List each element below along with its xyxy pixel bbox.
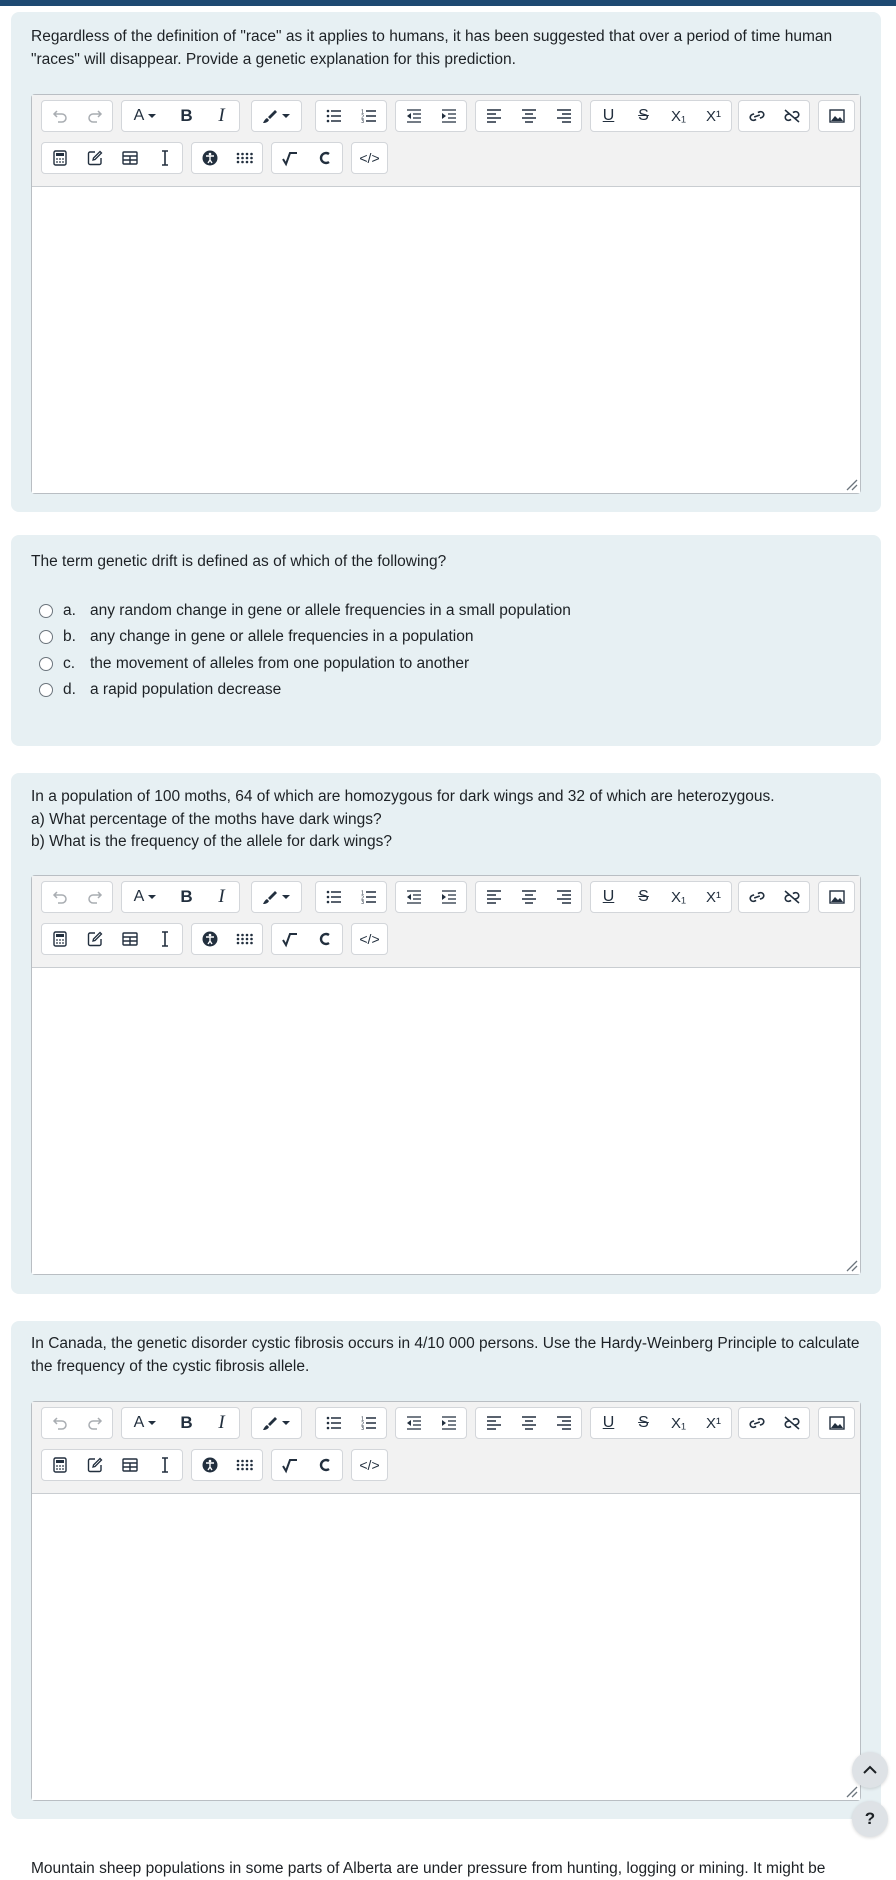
image-icon[interactable]	[819, 1408, 854, 1438]
table-icon[interactable]	[112, 143, 147, 173]
question-card-4	[11, 1321, 881, 1819]
question-text	[31, 551, 861, 574]
link-group	[738, 1407, 810, 1439]
math-group	[271, 142, 343, 174]
option-label: a rapid population decrease	[90, 681, 282, 698]
superscript-button[interactable]	[696, 101, 731, 131]
resize-handle-icon[interactable]	[844, 1258, 858, 1272]
indent-icon[interactable]	[431, 101, 466, 131]
answer-option-a[interactable]	[39, 599, 571, 623]
source-code-button[interactable]	[352, 143, 387, 173]
font-label: A	[133, 888, 145, 905]
editor-content-area[interactable]	[32, 187, 860, 493]
text-style-group	[590, 100, 732, 132]
subscript-label: X₁	[670, 1414, 687, 1432]
question-text-line: Regardless of the definition of "race" as it applies to humans, it has been suggested that over a period of time human	[31, 28, 833, 45]
italic-label: I	[218, 886, 225, 907]
tools-group	[41, 142, 183, 174]
underline-button[interactable]: U	[602, 107, 615, 124]
svg-text:3: 3	[360, 900, 364, 906]
align-right-icon[interactable]	[546, 882, 581, 912]
calculator-icon[interactable]	[42, 1450, 77, 1480]
history-group	[41, 1407, 113, 1439]
chevron-up-icon	[862, 1765, 878, 1775]
help-label: ?	[864, 1809, 876, 1828]
question-text	[31, 1333, 861, 1378]
superscript-label: X¹	[706, 888, 721, 906]
chemistry-icon[interactable]	[307, 143, 342, 173]
table-icon[interactable]	[112, 924, 147, 954]
text-color-button[interactable]	[252, 1408, 301, 1438]
question-card-1	[11, 12, 881, 512]
question-card-3	[11, 773, 881, 1294]
svg-text:1: 1	[360, 109, 364, 116]
calculator-icon[interactable]	[42, 924, 77, 954]
svg-text:1: 1	[360, 1416, 364, 1423]
superscript-label: X¹	[706, 1414, 721, 1432]
brush-icon	[262, 108, 278, 124]
numbered-list-icon[interactable]	[351, 882, 386, 912]
text-cursor-icon[interactable]	[147, 1450, 182, 1480]
align-left-icon[interactable]	[476, 1408, 511, 1438]
grid-icon[interactable]	[227, 1450, 262, 1480]
bold-label: B	[180, 106, 193, 125]
align-center-icon[interactable]	[511, 101, 546, 131]
help-button[interactable]	[852, 1801, 888, 1837]
question-text-partial: Mountain sheep populations in some parts of Alberta are under pressure from hunting, logging or mining. It might be	[31, 1860, 826, 1877]
bullet-list-icon[interactable]	[316, 882, 351, 912]
link-icon[interactable]	[739, 882, 774, 912]
svg-text:2: 2	[360, 114, 364, 121]
undo-icon[interactable]	[42, 882, 77, 912]
align-group	[475, 1407, 582, 1439]
outdent-icon[interactable]	[396, 101, 431, 131]
code-group	[351, 142, 388, 174]
grid-icon[interactable]	[227, 924, 262, 954]
color-group	[251, 1407, 302, 1439]
strikethrough-button[interactable]: S	[638, 888, 649, 905]
align-right-icon[interactable]	[546, 1408, 581, 1438]
accessibility-group	[191, 1449, 263, 1481]
text-style-group	[590, 881, 732, 913]
math-group	[271, 1449, 343, 1481]
image-icon[interactable]	[819, 882, 854, 912]
color-group	[251, 881, 302, 913]
option-label: any random change in gene or allele frequencies in a small population	[90, 602, 571, 619]
question-card-2	[11, 535, 881, 746]
history-group	[41, 100, 113, 132]
question-text-line: The term genetic drift is defined as of which of the following?	[31, 553, 447, 570]
subscript-button[interactable]	[661, 882, 696, 912]
answer-editor	[31, 94, 861, 494]
answer-editor	[31, 1401, 861, 1801]
link-group	[738, 881, 810, 913]
accessibility-group	[191, 142, 263, 174]
link-icon[interactable]	[739, 1408, 774, 1438]
option-letter: c.	[63, 655, 76, 672]
superscript-button[interactable]	[696, 1408, 731, 1438]
radio-button[interactable]	[39, 604, 53, 618]
question-text-line: In Canada, the genetic disorder cystic fibrosis occurs in 4/10 000 persons. Use the Hardy-Weinberg Principle to calculate	[31, 1335, 860, 1352]
editor-toolbar	[32, 1402, 860, 1494]
source-code-button[interactable]	[352, 1450, 387, 1480]
redo-icon[interactable]	[77, 882, 112, 912]
tools-group	[41, 923, 183, 955]
scroll-top-button[interactable]	[852, 1752, 888, 1788]
answer-option-d[interactable]	[39, 678, 281, 702]
superscript-button[interactable]	[696, 882, 731, 912]
brush-icon	[262, 1415, 278, 1431]
equation-icon[interactable]	[272, 924, 307, 954]
equation-icon[interactable]	[272, 143, 307, 173]
superscript-label: X¹	[706, 107, 721, 125]
svg-text:1: 1	[360, 890, 364, 897]
svg-text:2: 2	[360, 1421, 364, 1428]
align-left-icon[interactable]	[476, 882, 511, 912]
format-group	[121, 100, 240, 132]
calculator-icon[interactable]	[42, 143, 77, 173]
question-text-line: b) What is the frequency of the allele for dark wings?	[31, 833, 392, 850]
align-right-icon[interactable]	[546, 101, 581, 131]
option-letter: b.	[63, 628, 76, 645]
align-left-icon[interactable]	[476, 101, 511, 131]
indent-group	[395, 1407, 467, 1439]
radio-button[interactable]	[39, 683, 53, 697]
underline-button[interactable]: U	[602, 888, 615, 905]
indent-icon[interactable]	[431, 882, 466, 912]
indent-icon[interactable]	[431, 1408, 466, 1438]
question-text-line: In a population of 100 moths, 64 of which are homozygous for dark wings and 32 of which are heterozygous.	[31, 788, 775, 805]
resize-handle-icon[interactable]	[844, 477, 858, 491]
media-group	[818, 100, 855, 132]
numbered-list-icon[interactable]	[351, 1408, 386, 1438]
link-icon[interactable]	[739, 101, 774, 131]
editor-content-area[interactable]	[32, 968, 860, 1274]
answer-editor	[31, 875, 861, 1275]
edit-icon[interactable]	[77, 924, 112, 954]
undo-icon[interactable]	[42, 1408, 77, 1438]
italic-label: I	[218, 105, 225, 126]
align-center-icon[interactable]	[511, 882, 546, 912]
align-group	[475, 100, 582, 132]
redo-icon[interactable]	[77, 1408, 112, 1438]
accessibility-group	[191, 923, 263, 955]
answer-option-c[interactable]	[39, 652, 469, 676]
indent-group	[395, 881, 467, 913]
tools-group	[41, 1449, 183, 1481]
list-group	[315, 100, 387, 132]
accessibility-icon[interactable]	[192, 924, 227, 954]
grid-icon[interactable]	[227, 143, 262, 173]
option-label: any change in gene or allele frequencies in a population	[90, 628, 474, 645]
format-group	[121, 1407, 240, 1439]
font-size-button[interactable]	[122, 1408, 169, 1438]
strikethrough-button[interactable]: S	[638, 1414, 649, 1431]
unlink-icon[interactable]	[774, 101, 809, 131]
media-group	[818, 881, 855, 913]
top-bar	[0, 0, 896, 6]
italic-button[interactable]	[204, 882, 239, 912]
indent-group	[395, 100, 467, 132]
question-text-line: the frequency of the cystic fibrosis allele.	[31, 1357, 310, 1375]
radio-button[interactable]	[39, 657, 53, 671]
code-label: </>	[359, 150, 380, 166]
source-code-button[interactable]	[352, 924, 387, 954]
outdent-icon[interactable]	[396, 882, 431, 912]
chemistry-icon[interactable]	[307, 1450, 342, 1480]
radio-button[interactable]	[39, 630, 53, 644]
resize-handle-icon[interactable]	[844, 1784, 858, 1798]
bullet-list-icon[interactable]	[316, 1408, 351, 1438]
text-style-group	[590, 1407, 732, 1439]
format-group	[121, 881, 240, 913]
question-text-line: a) What percentage of the moths have dark wings?	[31, 810, 382, 828]
list-group	[315, 881, 387, 913]
align-group	[475, 881, 582, 913]
edit-icon[interactable]	[77, 143, 112, 173]
subscript-button[interactable]	[661, 1408, 696, 1438]
option-letter: d.	[63, 681, 76, 698]
media-group	[818, 1407, 855, 1439]
question-text-line: "races" will disappear. Provide a genetic explanation for this prediction.	[31, 50, 516, 68]
italic-button[interactable]	[204, 101, 239, 131]
question-text	[31, 26, 861, 71]
code-group	[351, 923, 388, 955]
chemistry-icon[interactable]	[307, 924, 342, 954]
unlink-icon[interactable]	[774, 1408, 809, 1438]
text-color-button[interactable]	[252, 882, 301, 912]
outdent-icon[interactable]	[396, 1408, 431, 1438]
bold-button[interactable]	[169, 882, 204, 912]
math-group	[271, 923, 343, 955]
subscript-label: X₁	[670, 888, 687, 906]
font-size-button[interactable]	[122, 882, 169, 912]
undo-icon[interactable]	[42, 101, 77, 131]
code-group	[351, 1449, 388, 1481]
history-group	[41, 881, 113, 913]
image-icon[interactable]	[819, 101, 854, 131]
editor-toolbar	[32, 876, 860, 968]
underline-button[interactable]: U	[602, 1414, 615, 1431]
svg-text:3: 3	[360, 119, 364, 125]
strikethrough-button[interactable]: S	[638, 107, 649, 124]
brush-icon	[262, 889, 278, 905]
code-label: </>	[359, 1457, 380, 1473]
text-color-button[interactable]	[252, 101, 301, 131]
bullet-list-icon[interactable]	[316, 101, 351, 131]
bold-label: B	[180, 887, 193, 906]
list-group	[315, 1407, 387, 1439]
text-cursor-icon[interactable]	[147, 143, 182, 173]
bold-button[interactable]	[169, 101, 204, 131]
color-group	[251, 100, 302, 132]
table-icon[interactable]	[112, 1450, 147, 1480]
numbered-list-icon[interactable]	[351, 101, 386, 131]
font-size-button[interactable]	[122, 101, 169, 131]
unlink-icon[interactable]	[774, 882, 809, 912]
editor-toolbar	[32, 95, 860, 187]
editor-content-area[interactable]	[32, 1494, 860, 1800]
option-label: the movement of alleles from one population to another	[90, 655, 470, 672]
question-text	[31, 786, 861, 854]
answer-option-b[interactable]	[39, 625, 473, 649]
bold-button[interactable]	[169, 1408, 204, 1438]
text-cursor-icon[interactable]	[147, 924, 182, 954]
link-group	[738, 100, 810, 132]
subscript-label: X₁	[670, 107, 687, 125]
redo-icon[interactable]	[77, 101, 112, 131]
edit-icon[interactable]	[77, 1450, 112, 1480]
align-center-icon[interactable]	[511, 1408, 546, 1438]
font-label: A	[133, 107, 145, 124]
italic-button[interactable]	[204, 1408, 239, 1438]
subscript-button[interactable]	[661, 101, 696, 131]
font-label: A	[133, 1414, 145, 1431]
accessibility-icon[interactable]	[192, 143, 227, 173]
bold-label: B	[180, 1413, 193, 1432]
svg-text:2: 2	[360, 895, 364, 902]
option-letter: a.	[63, 602, 76, 619]
svg-text:3: 3	[360, 1426, 364, 1432]
italic-label: I	[218, 1412, 225, 1433]
accessibility-icon[interactable]	[192, 1450, 227, 1480]
equation-icon[interactable]	[272, 1450, 307, 1480]
code-label: </>	[359, 931, 380, 947]
